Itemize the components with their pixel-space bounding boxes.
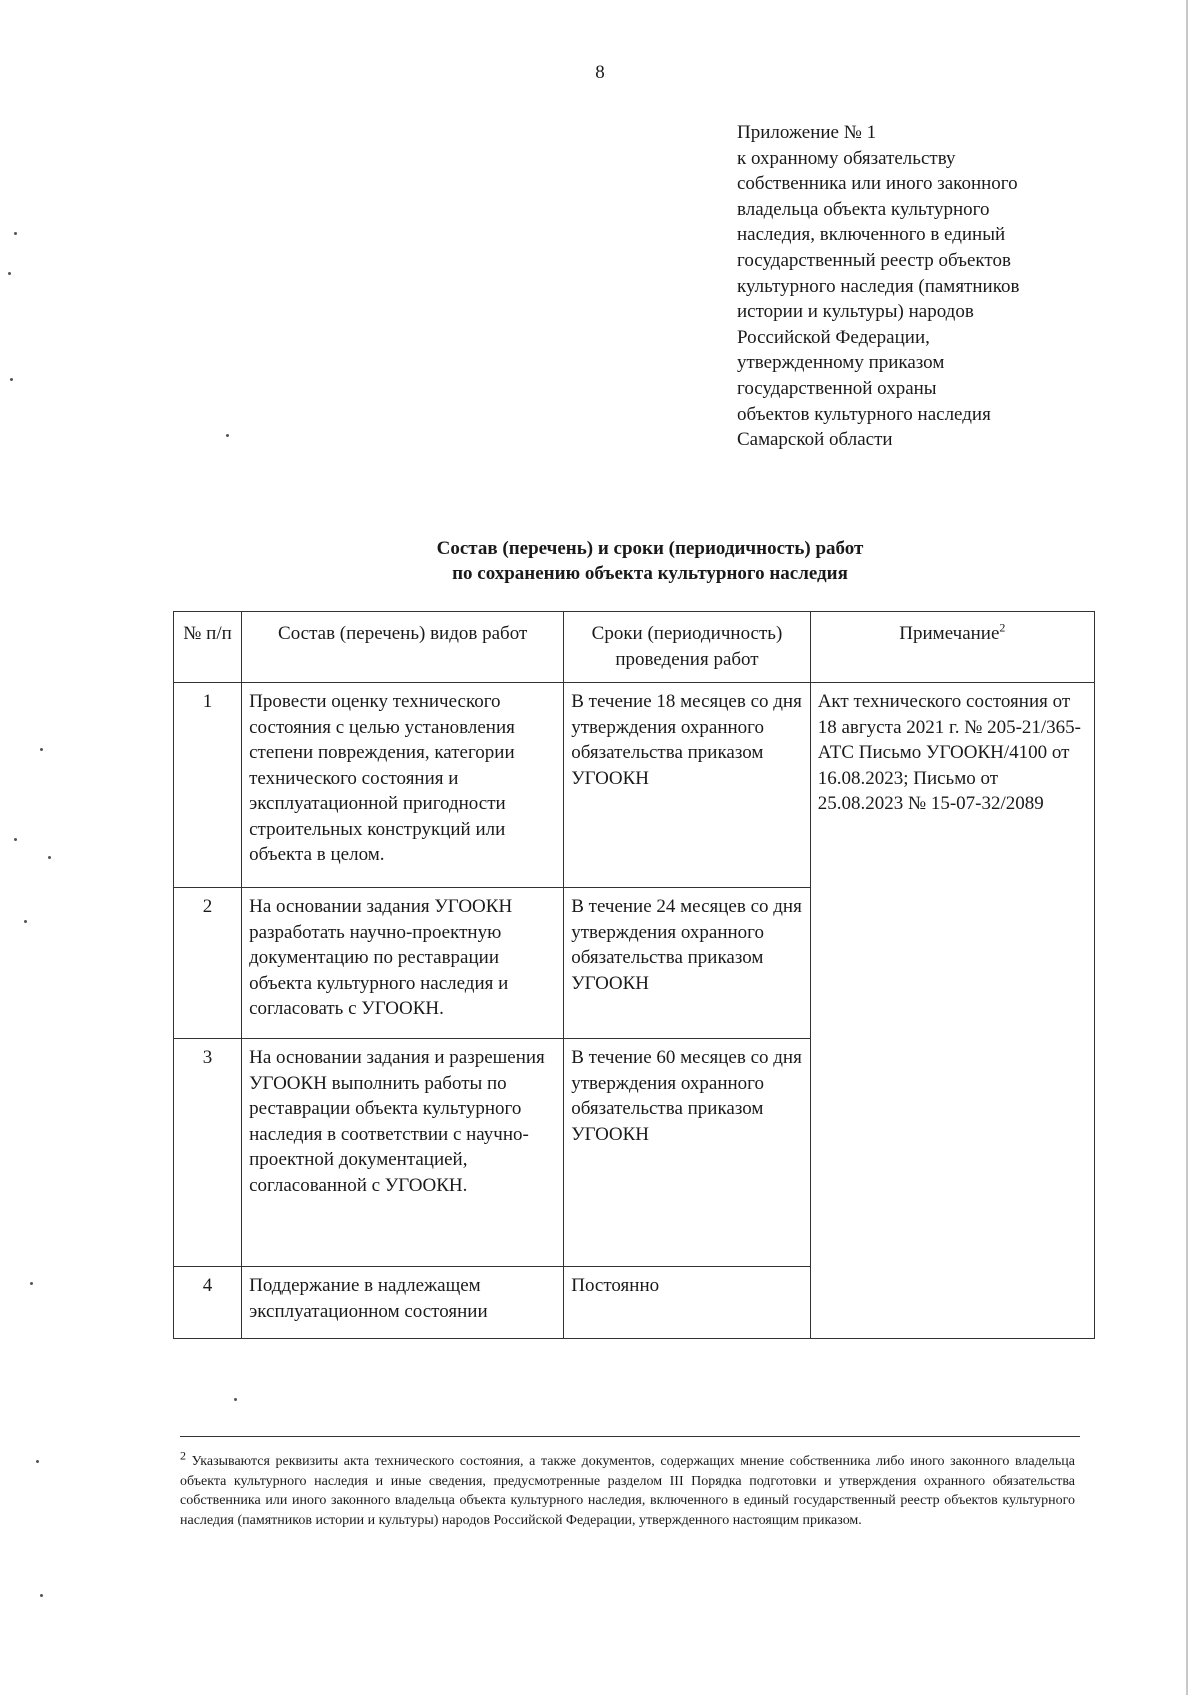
appendix-line: истории и культуры) народов bbox=[737, 301, 974, 323]
appendix-block bbox=[737, 120, 1137, 453]
appendix-line: Самарской области bbox=[737, 429, 893, 451]
row-work: Провести оценку технического состояния с целью установления степени повреждения, категории технического состояния и эксплуатационной пригодности строительных конструкций или объекта в целом. bbox=[242, 683, 564, 888]
appendix-line: собственника или иного законного bbox=[737, 173, 1018, 195]
header-num: № п/п bbox=[174, 612, 242, 683]
header-note-label: Примечание bbox=[899, 623, 1000, 644]
footnote-mark: 2 bbox=[180, 1448, 186, 1463]
scan-speck bbox=[14, 838, 17, 841]
appendix-line: утвержденному приказом bbox=[737, 352, 945, 374]
row-work: На основании задания и разрешения УГООКН выполнить работы по реставрации объекта культурного наследия в соответствии с научно-проектной документацией, согласованной с УГООКН. bbox=[242, 1039, 564, 1267]
page-number: 8 bbox=[595, 62, 605, 83]
table-row bbox=[174, 683, 1095, 888]
scan-speck bbox=[226, 434, 229, 437]
header-work: Состав (перечень) видов работ bbox=[242, 612, 564, 683]
row-work: Поддержание в надлежащем эксплуатационном состоянии bbox=[242, 1267, 564, 1339]
scan-speck bbox=[48, 856, 51, 859]
appendix-line: Приложение № 1 bbox=[737, 122, 877, 143]
appendix-line: к охранному обязательству bbox=[737, 147, 956, 169]
scan-speck bbox=[8, 272, 11, 275]
scan-speck bbox=[24, 920, 27, 923]
document-title bbox=[0, 536, 1200, 586]
scan-speck bbox=[14, 232, 17, 235]
footnote-text: Указываются реквизиты акта технического состояния, а также документов, содержащих мнение собственника либо иного законного владельца объекта культурного наследия и иные сведения, предусмотренные разделом III Порядка подготовки и утверждения охранного обязательства собственника или иного законного владельца объекта культурного наследия, включенного в единый государственный реестр объектов культурного наследия (памятников истории и культуры) народов Российской Федерации, утвержденного настоящим приказом. bbox=[180, 1454, 1075, 1528]
row-num: 3 bbox=[174, 1039, 242, 1267]
row-num: 2 bbox=[174, 888, 242, 1039]
footnote bbox=[180, 1448, 1075, 1530]
row-term: В течение 24 месяцев со дня утверждения охранного обязательства приказом УГООКН bbox=[564, 888, 810, 1039]
appendix-line: государственной охраны bbox=[737, 377, 937, 399]
page-edge bbox=[1186, 0, 1188, 1695]
works-table bbox=[173, 611, 1095, 1339]
row-term: В течение 60 месяцев со дня утверждения охранного обязательства приказом УГООКН bbox=[564, 1039, 810, 1267]
scan-speck bbox=[234, 1398, 237, 1401]
appendix-line: объектов культурного наследия bbox=[737, 403, 991, 425]
row-term: В течение 18 месяцев со дня утверждения охранного обязательства приказом УГООКН bbox=[564, 683, 810, 888]
appendix-line: культурного наследия (памятников bbox=[737, 275, 1020, 297]
appendix-line: наследия, включенного в единый bbox=[737, 224, 1006, 246]
scan-speck bbox=[40, 1594, 43, 1597]
appendix-line: владельца объекта культурного bbox=[737, 198, 990, 220]
scan-speck bbox=[36, 1460, 39, 1463]
table-header-row bbox=[174, 612, 1095, 683]
row-num: 1 bbox=[174, 683, 242, 888]
document-title-line: по сохранению объекта культурного наследия bbox=[452, 563, 848, 584]
scan-speck bbox=[40, 748, 43, 751]
row-note: Акт технического состояния от 18 августа 2021 г. № 205-21/365-АТС Письмо УГООКН/4100 от 16.08.2023; Письмо от 25.08.2023 № 15-07-32/2089 bbox=[810, 683, 1094, 1339]
document-title-line: Состав (перечень) и сроки (периодичность) работ bbox=[436, 538, 864, 559]
footnote-divider bbox=[180, 1436, 1080, 1437]
row-term: Постоянно bbox=[564, 1267, 810, 1339]
header-term: Сроки (периодичность) проведения работ bbox=[564, 612, 810, 683]
row-num: 4 bbox=[174, 1267, 242, 1339]
scan-speck bbox=[30, 1282, 33, 1285]
footnote-ref: 2 bbox=[999, 620, 1006, 635]
header-note bbox=[810, 612, 1094, 683]
scan-speck bbox=[10, 378, 13, 381]
appendix-line: Российской Федерации, bbox=[737, 326, 930, 348]
row-work: На основании задания УГООКН разработать научно-проектную документацию по реставрации объекта культурного наследия и согласовать с УГООКН. bbox=[242, 888, 564, 1039]
appendix-line: государственный реестр объектов bbox=[737, 249, 1011, 271]
